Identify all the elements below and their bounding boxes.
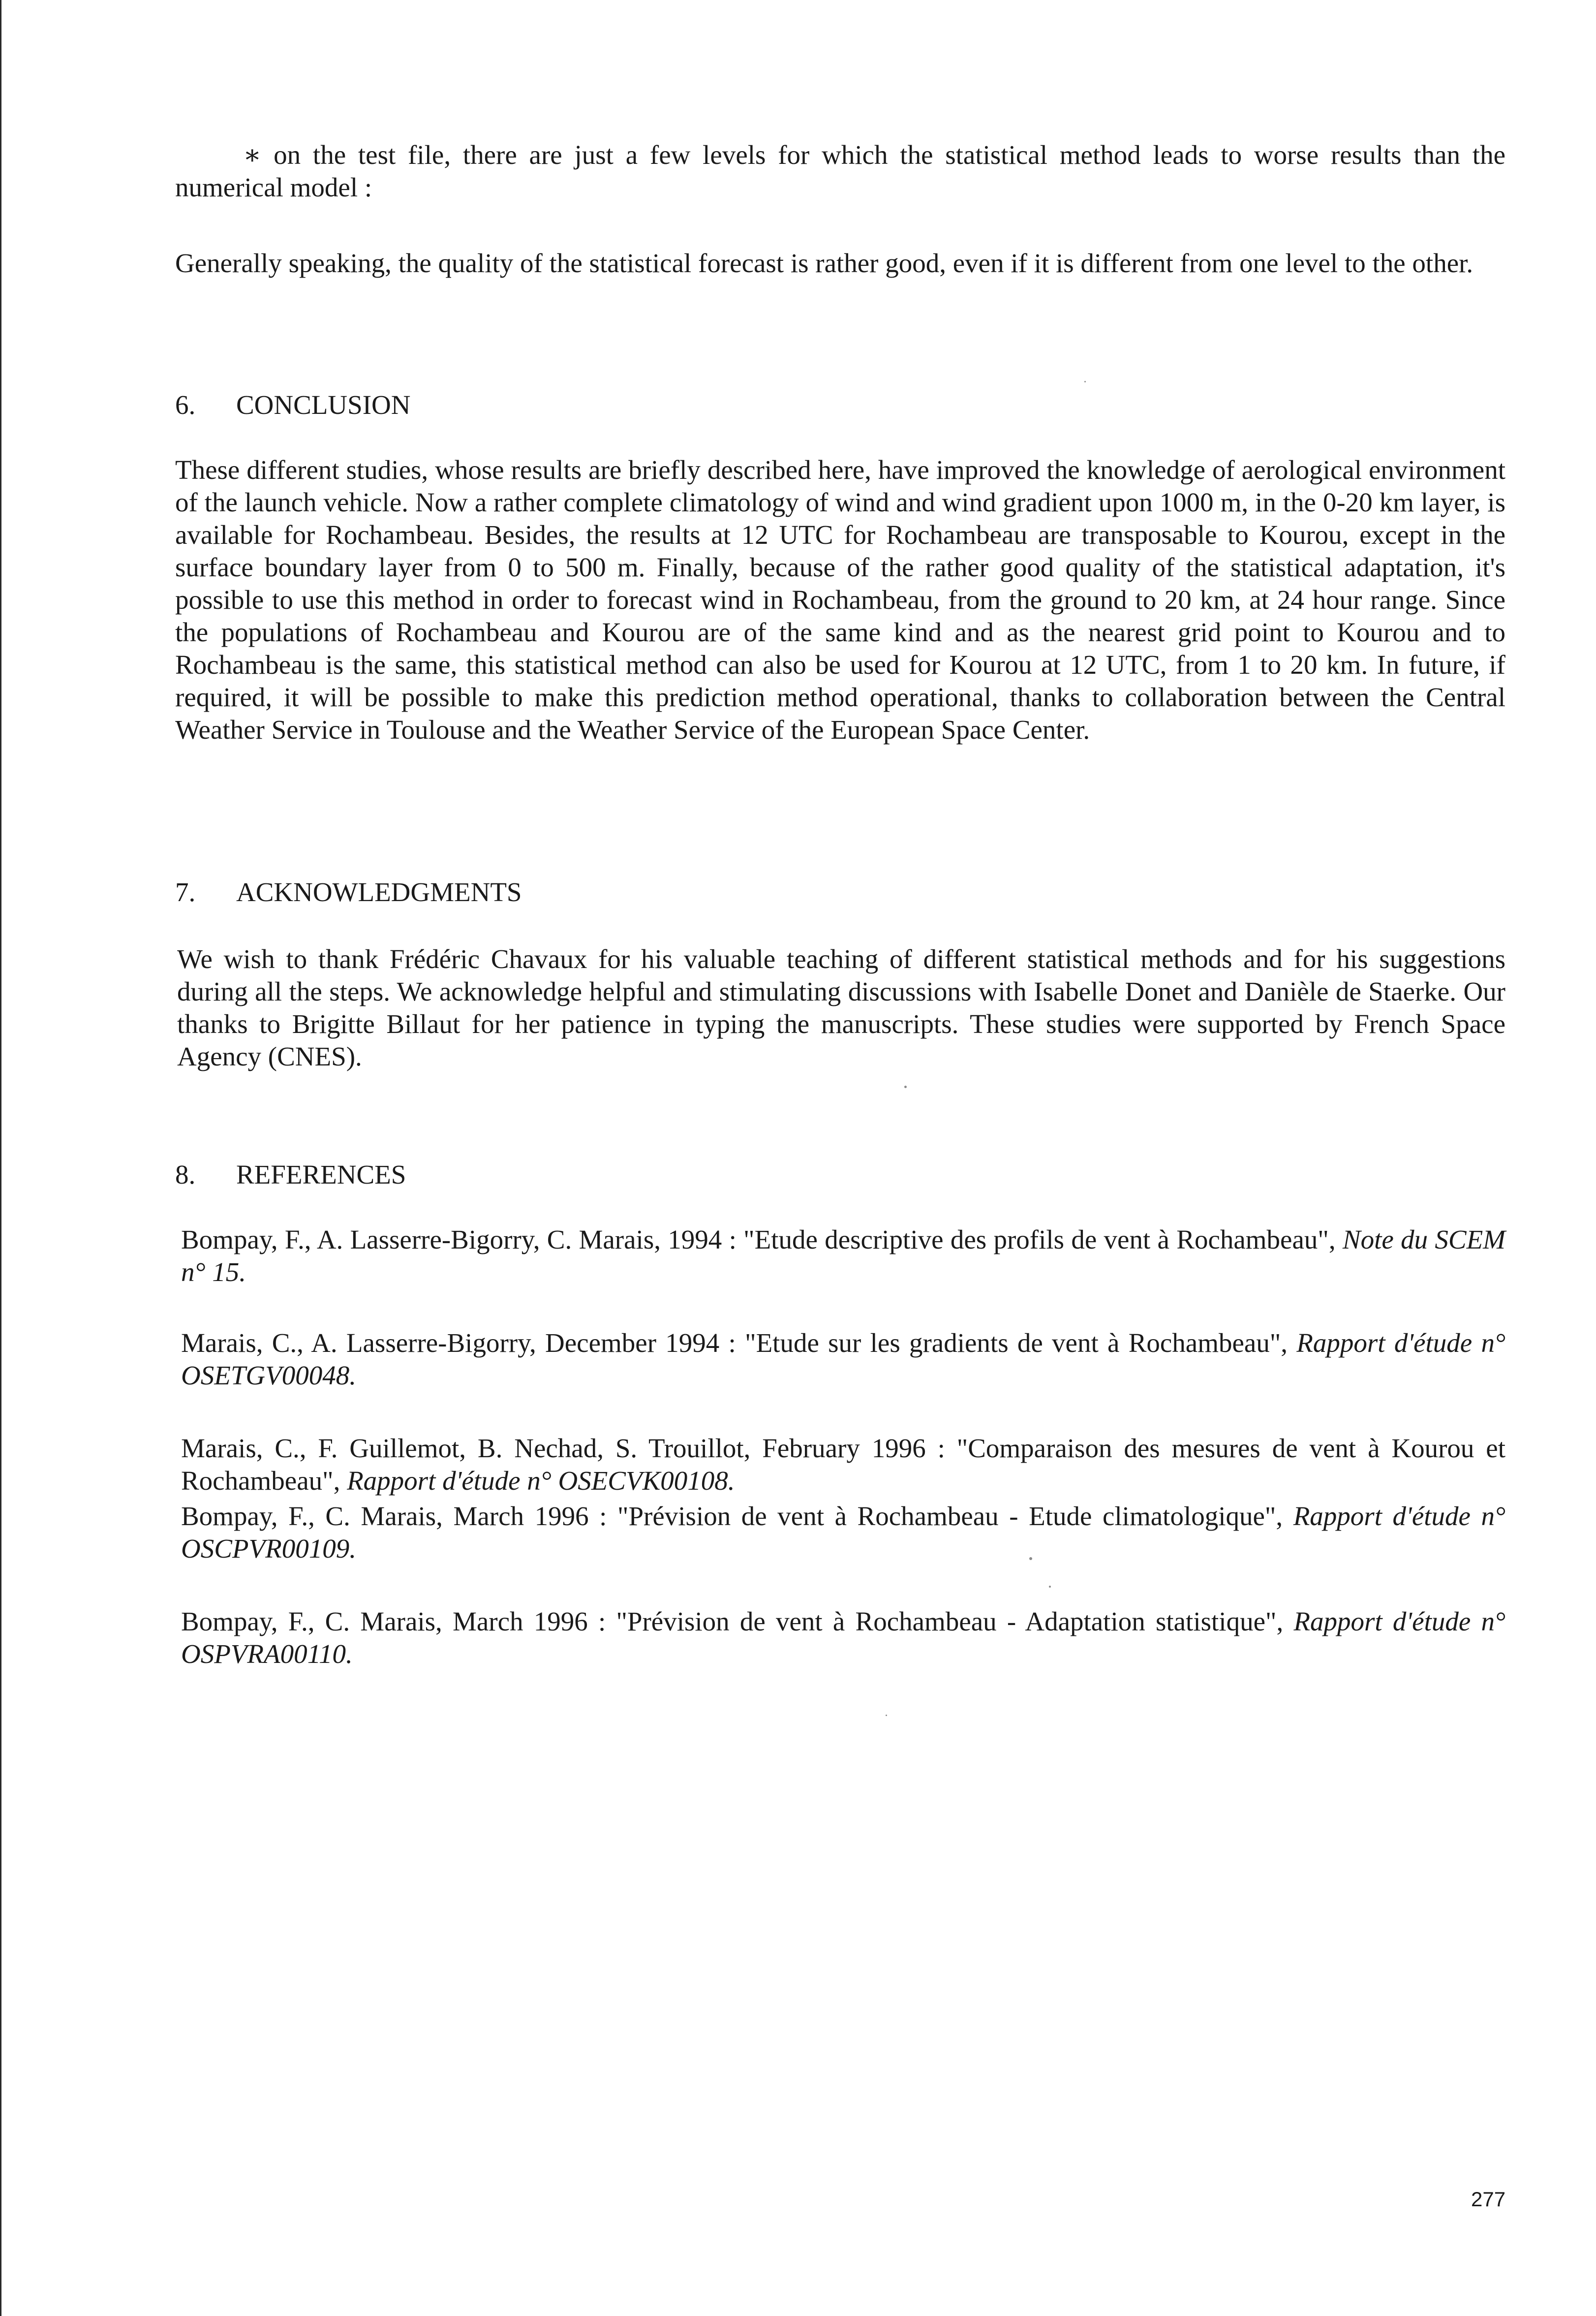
reference-source: Rapport d'étude n° OSPVRA00110.	[181, 1606, 1505, 1669]
section-number: 8.	[175, 1159, 196, 1189]
reference-text: Marais, C., A. Lasserre-Bigorry, December 1994 : "Etude sur les gradients de vent à Rochambeau",	[181, 1328, 1297, 1358]
section-title: ACKNOWLEDGMENTS	[236, 877, 522, 907]
section-number: 7.	[175, 877, 196, 907]
section-heading-conclusion	[175, 389, 410, 421]
reference-text: Bompay, F., A. Lasserre-Bigorry, C. Marais, 1994 : "Etude descriptive des profils de vent à Rochambeau",	[181, 1224, 1343, 1254]
reference-source: Rapport d'étude n° OSCPVR00109.	[181, 1501, 1505, 1564]
reference-item	[181, 1223, 1505, 1288]
reference-text: Bompay, F., C. Marais, March 1996 : "Prévision de vent à Rochambeau - Adaptation statistique",	[181, 1606, 1294, 1636]
scan-speck	[1084, 381, 1086, 382]
section-heading-references	[175, 1158, 406, 1191]
intro-summary-paragraph: Generally speaking, the quality of the statistical forecast is rather good, even if it is different from one level to the other.	[175, 248, 1473, 278]
section-title: REFERENCES	[236, 1159, 406, 1189]
reference-source: Note du SCEM n° 15.	[181, 1224, 1505, 1287]
intro-bullet-paragraph: ∗ on the test file, there are just a few levels for which the statistical method leads to worse results than the numerical model :	[175, 140, 1505, 202]
section-title: CONCLUSION	[236, 390, 411, 420]
reference-item	[181, 1432, 1505, 1497]
reference-item	[181, 1500, 1505, 1565]
scan-speck	[1049, 1586, 1051, 1588]
reference-text: Bompay, F., C. Marais, March 1996 : "Prévision de vent à Rochambeau - Etude climatologique",	[181, 1501, 1293, 1531]
scan-speck	[886, 1715, 887, 1716]
scan-speck	[904, 1086, 907, 1088]
reference-source: Rapport d'étude n° OSETGV00048.	[181, 1328, 1505, 1390]
reference-item	[181, 1327, 1505, 1392]
page-number: 277	[1471, 2188, 1506, 2211]
section-heading-acknowledgments	[175, 876, 522, 908]
scan-speck	[1029, 1557, 1032, 1560]
reference-text: Marais, C., F. Guillemot, B. Nechad, S. Trouillot, February 1996 : "Comparaison des mesures de vent à Kourou et Rochambeau",	[181, 1433, 1505, 1496]
reference-item	[181, 1605, 1505, 1670]
scan-edge-line	[0, 0, 1, 2316]
conclusion-paragraph: These different studies, whose results are briefly described here, have improved the knowledge of aerological environment of the launch vehicle. Now a rather complete climatology of wind and wind gradient upon 1000 m, in the 0-20 km layer, is available for Rochambeau. Besides, the results at 12 UTC for Rochambeau are transposable to Kourou, except in the surface boundary layer from 0 to 500 m. Finally, because of the rather good quality of the statistical adaptation, it's possible to use this method in order to forecast wind in Rochambeau, from the ground to 20 km, at 24 hour range. Since the populations of Rochambeau and Kourou are of the same kind and as the nearest grid point to Kourou and to Rochambeau is the same, this statistical method can also be used for Kourou at 12 UTC, from 1 to 20 km. In future, if required, it will be possible to make this prediction method operational, thanks to collaboration between the Central Weather Service in Toulouse and the Weather Service of the European Space Center.	[175, 455, 1505, 745]
reference-source: Rapport d'étude n° OSECVK00108.	[347, 1466, 735, 1496]
section-number: 6.	[175, 390, 196, 420]
acknowledgments-paragraph: We wish to thank Frédéric Chavaux for his valuable teaching of different statistical methods and for his suggestions during all the steps. We acknowledge helpful and stimulating discussions with Isabelle Donet and Danièle de Staerke. Our thanks to Brigitte Billaut for her patience in typing the manuscripts. These studies were supported by French Space Agency (CNES).	[177, 944, 1505, 1071]
